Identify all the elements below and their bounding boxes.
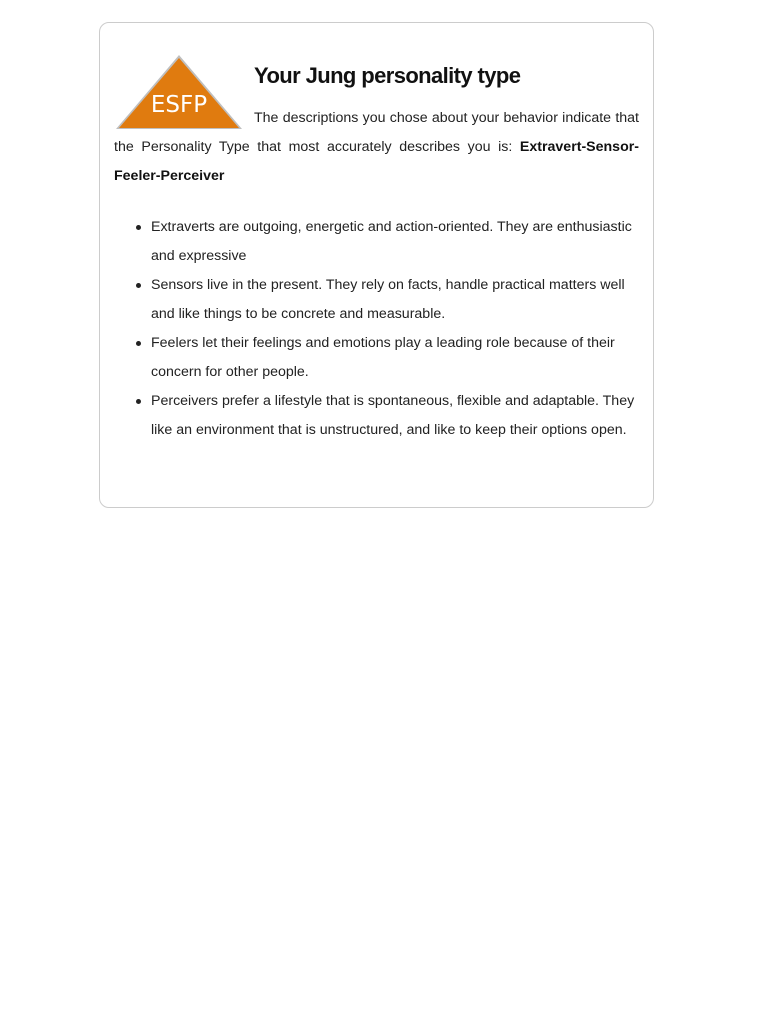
page-title: Your Jung personality type	[254, 63, 521, 88]
trait-text: Extraverts are outgoing, energetic and action-oriented. They are enthusiastic and expressive	[151, 219, 632, 264]
bullet-dot-icon	[136, 225, 141, 230]
trait-list	[114, 213, 639, 445]
list-item	[136, 387, 639, 445]
list-item	[136, 271, 639, 329]
personality-type-name: Extravert-Sensor-Feeler-Perceiver	[114, 139, 639, 184]
badge-label: ESFP	[150, 92, 208, 118]
trait-text: Sensors live in the present. They rely on facts, handle practical matters well and like things to be concrete and measurable.	[151, 277, 625, 322]
trait-text: Feelers let their feelings and emotions play a leading role because of their concern for other people.	[151, 335, 615, 380]
trait-text: Perceivers prefer a lifestyle that is spontaneous, flexible and adaptable. They like an environment that is unstructured, and like to keep their options open.	[151, 393, 635, 438]
personality-result-card	[99, 22, 654, 508]
list-item	[136, 329, 639, 387]
bullet-dot-icon	[136, 341, 141, 346]
list-item	[136, 213, 639, 271]
esfp-triangle-badge-icon	[114, 53, 244, 131]
bullet-dot-icon	[136, 399, 141, 404]
intro-text: The descriptions you chose about your behavior indicate that the Personality Type that most accurately describes you is:	[114, 110, 639, 155]
bullet-dot-icon	[136, 283, 141, 288]
